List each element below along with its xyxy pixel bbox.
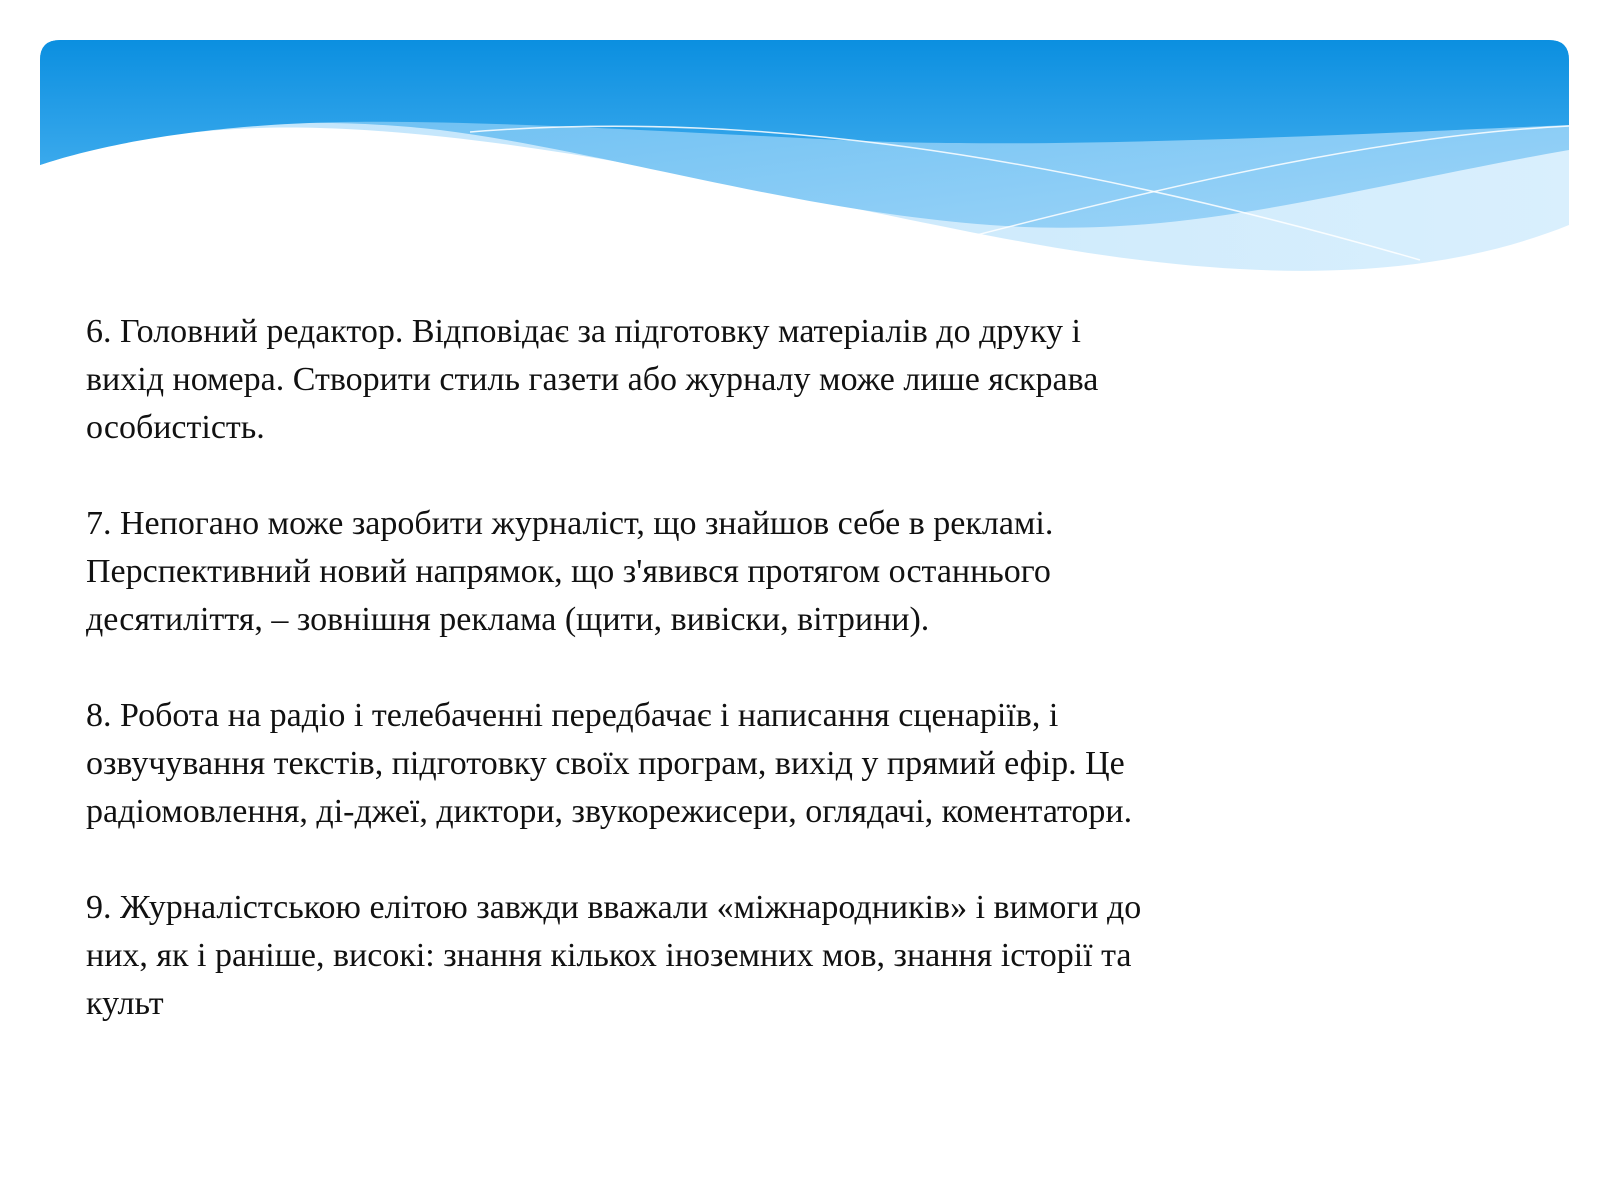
- paragraph-9: [86, 884, 1386, 1028]
- paragraph-8: [86, 692, 1386, 836]
- text-line: 9. Журналістською елітою завжди вважали «міжнародників» і вимоги до: [86, 889, 1142, 926]
- text-line: них, як і раніше, високі: знання кількох іноземних мов, знання історії та: [86, 937, 1132, 974]
- text-line: радіомовлення, ді-джеї, диктори, звукорежисери, оглядачі, коментатори.: [86, 793, 1133, 830]
- paragraph-7: [86, 500, 1386, 644]
- wave-header-decoration: [40, 40, 1569, 280]
- text-line: культ: [86, 985, 164, 1022]
- text-line: озвучування текстів, підготовку своїх програм, вихід у прямий ефір. Це: [86, 745, 1125, 782]
- text-line: особистість.: [86, 409, 265, 446]
- text-line: 6. Головний редактор. Відповідає за підготовку матеріалів до друку і: [86, 313, 1081, 350]
- paragraph-6: [86, 308, 1386, 452]
- text-line: 7. Непогано може заробити журналіст, що знайшов себе в рекламі.: [86, 505, 1054, 542]
- body-text: [86, 308, 1386, 1076]
- text-line: Перспективний новий напрямок, що з'явився протягом останнього: [86, 553, 1051, 590]
- text-line: десятиліття, – зовнішня реклама (щити, вивіски, вітрини).: [86, 601, 930, 638]
- text-line: 8. Робота на радіо і телебаченні передбачає і написання сценаріїв, і: [86, 697, 1059, 734]
- text-line: вихід номера. Створити стиль газети або журналу може лише яскрава: [86, 361, 1099, 398]
